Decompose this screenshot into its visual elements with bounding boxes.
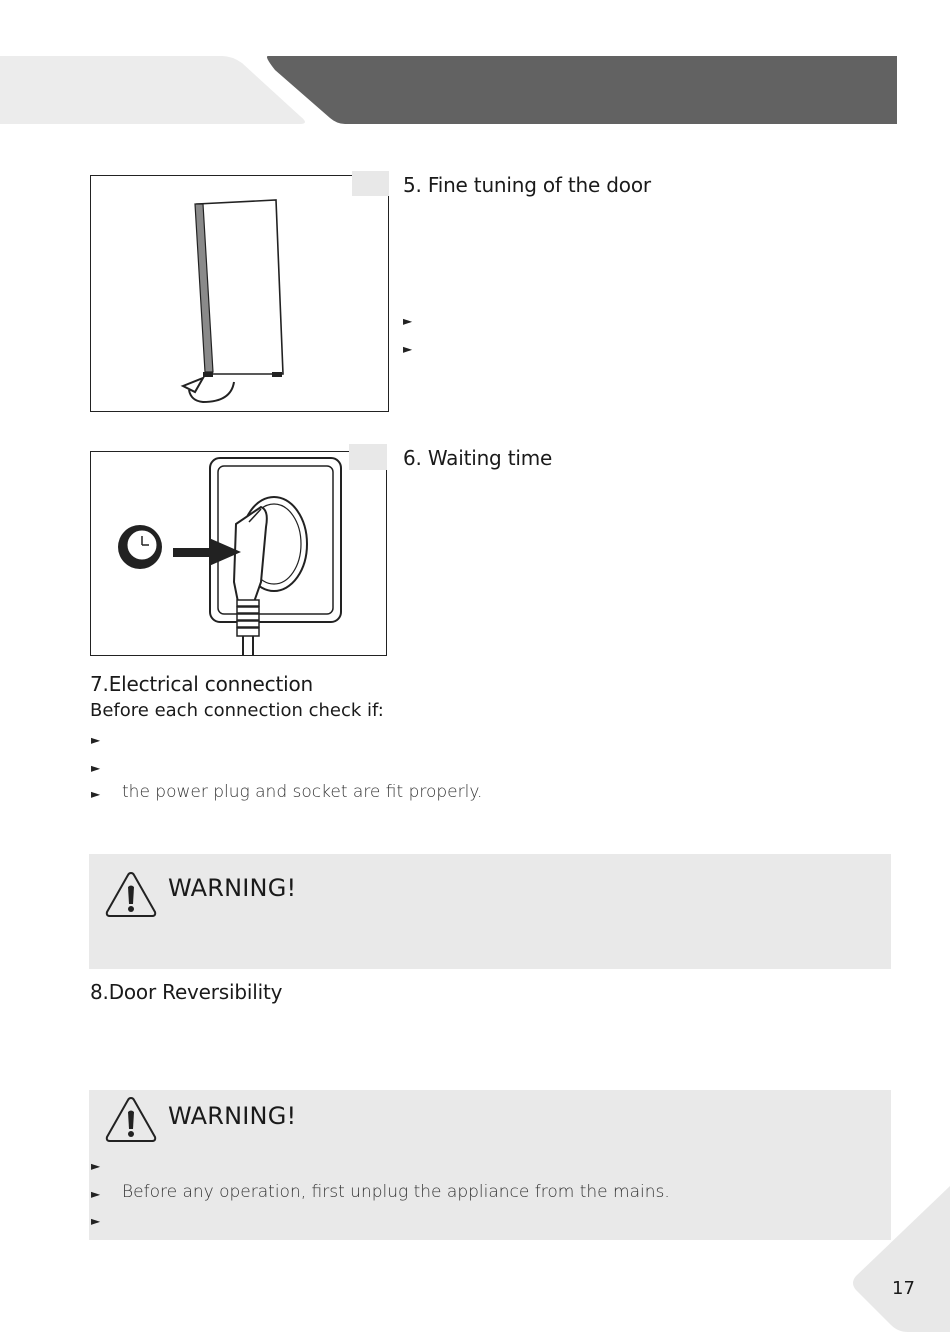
- header-light-tab: [0, 56, 305, 124]
- section-5-heading: [403, 173, 651, 197]
- figure-tab: [352, 171, 389, 196]
- section-title: Electrical connection: [108, 672, 313, 696]
- fridge-door-illustration: [91, 176, 388, 411]
- section-number: 5.: [403, 173, 422, 197]
- bullet-marker: ►: [91, 787, 101, 801]
- bullet-marker: ►: [403, 342, 413, 356]
- header-band: [0, 0, 950, 140]
- warning-triangle-icon: [104, 870, 158, 920]
- warning-triangle-icon: [104, 1095, 158, 1145]
- warning-box: [89, 1090, 891, 1240]
- warning-title: WARNING!: [168, 1102, 297, 1130]
- page-number: 17: [892, 1278, 915, 1299]
- section-number: 8.: [90, 980, 109, 1004]
- section-title: Waiting time: [427, 446, 553, 470]
- bullet-marker: ►: [91, 1187, 101, 1201]
- bullet-marker: ►: [91, 733, 101, 747]
- page-corner-tab: [848, 1186, 950, 1332]
- section-title: Fine tuning of the door: [427, 173, 651, 197]
- warning-box: [89, 854, 891, 969]
- bullet-text: Before any operation, first unplug the appliance from the mains.: [122, 1182, 670, 1202]
- section-7-heading: [90, 672, 313, 696]
- bullet-marker: ►: [91, 1214, 101, 1228]
- warning-title: WARNING!: [168, 874, 297, 902]
- bullet-marker: ►: [91, 761, 101, 775]
- header-dark-band: [267, 56, 897, 124]
- section-number: 6.: [403, 446, 422, 470]
- section-6-heading: [403, 446, 552, 470]
- section-title: Door Reversibility: [108, 980, 283, 1004]
- figure-waiting-time: [90, 451, 387, 656]
- figure-tab: [349, 444, 387, 470]
- bullet-marker: ►: [403, 314, 413, 328]
- plug-socket-illustration: [91, 452, 386, 655]
- section-8-heading: [90, 980, 282, 1004]
- bullet-text: the power plug and socket are fit properly.: [122, 782, 483, 802]
- section-number: 7.: [90, 672, 109, 696]
- figure-door-tuning: [90, 175, 389, 412]
- bullet-marker: ►: [91, 1159, 101, 1173]
- section-7-subtitle: Before each connection check if:: [90, 700, 384, 721]
